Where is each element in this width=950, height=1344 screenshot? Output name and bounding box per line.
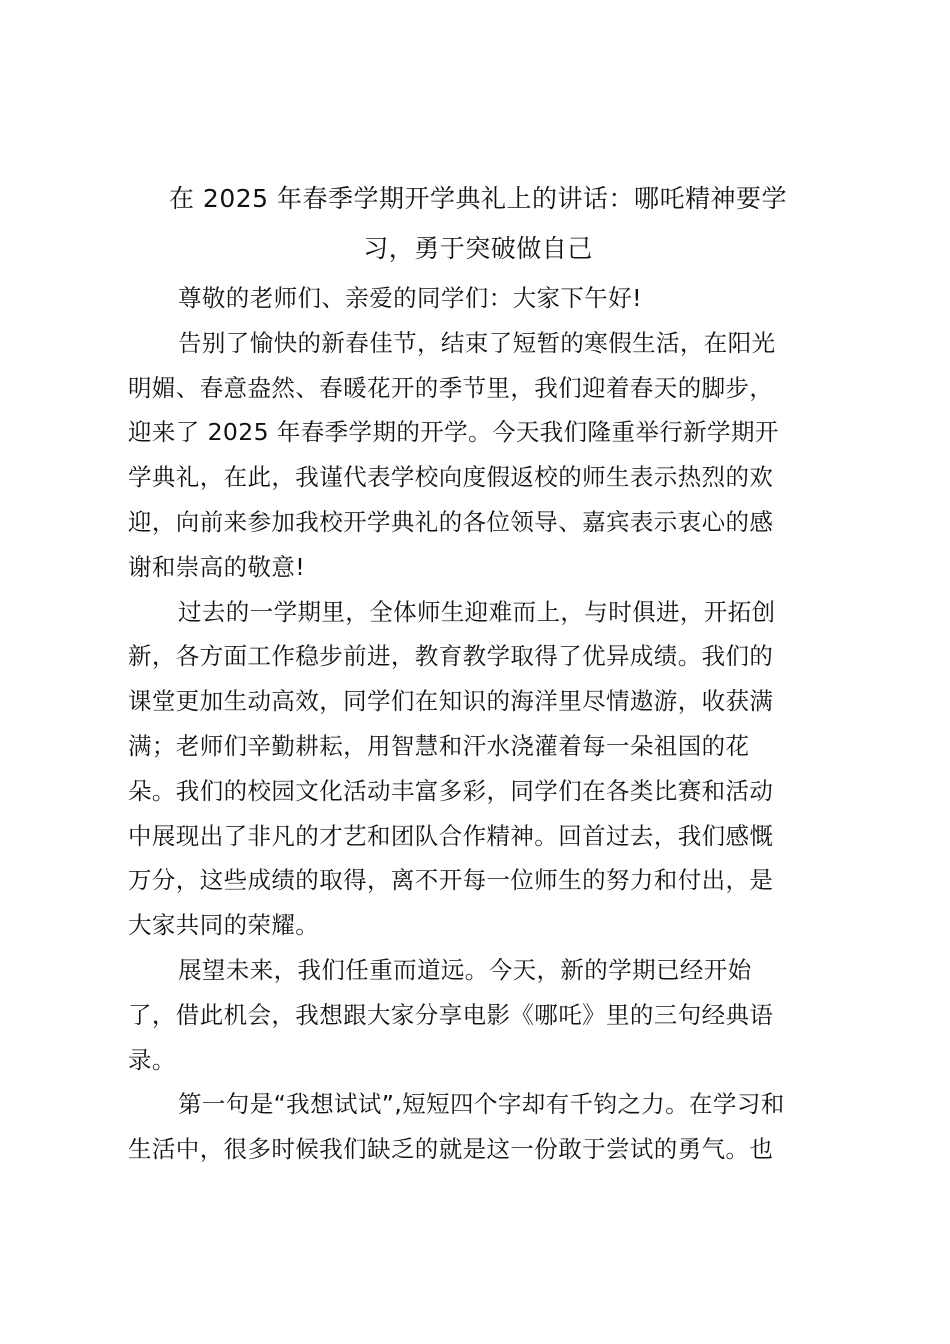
paragraph-line: 大家共同的荣耀。: [128, 911, 320, 940]
paragraph-line: 万分，这些成绩的取得，离不开每一位师生的努力和付出，是: [128, 866, 774, 895]
paragraph-line: 第一句是“我想试试”,短短四个字却有千钧之力。在学习和: [178, 1090, 785, 1119]
paragraph-review: [128, 590, 826, 948]
paragraph-line: 朵。我们的校园文化活动丰富多彩，同学们在各类比赛和活动: [128, 776, 774, 805]
paragraph-outlook: [128, 948, 826, 1082]
title-line-2: 习，勇于突破做自己: [363, 234, 593, 263]
paragraph-line: 录。: [128, 1045, 176, 1074]
paragraph-line: 谢和崇高的敬意!: [128, 552, 306, 581]
paragraph-line: 尊敬的老师们、亲爱的同学们：大家下午好!: [178, 284, 642, 312]
paragraph-line: 迎来了 2025 年春季学期的开学。今天我们隆重举行新学期开: [128, 418, 779, 447]
paragraph-line: 明媚、春意盎然、春暖花开的季节里，我们迎着春天的脚步，: [128, 373, 774, 402]
paragraph-line: 展望未来，我们任重而道远。今天，新的学期已经开始: [178, 955, 752, 984]
paragraph-line: 满；老师们辛勤耕耘，用智慧和汗水浇灌着每一朵祖国的花: [128, 731, 750, 760]
paragraph-line: 过去的一学期里，全体师生迎难而上，与时俱进，开拓创: [178, 597, 776, 626]
paragraph-line: 迎，向前来参加我校开学典礼的各位领导、嘉宾表示衷心的感: [128, 507, 774, 536]
document-title: [128, 174, 828, 274]
paragraph-line: 告别了愉快的新春佳节，结束了短暂的寒假生活，在阳光: [178, 328, 776, 357]
paragraph-line: 生活中，很多时候我们缺乏的就是这一份敢于尝试的勇气。也: [128, 1135, 774, 1164]
paragraph-greeting: [128, 276, 826, 321]
paragraph-line: 了，借此机会，我想跟大家分享电影《哪吒》里的三句经典语: [128, 1000, 774, 1029]
paragraph-line: 课堂更加生动高效，同学们在知识的海洋里尽情遨游，收获满: [128, 687, 774, 716]
title-line-1: 在 2025 年春季学期开学典礼上的讲话：哪吒精神要学: [168, 184, 788, 213]
paragraph-line: 学典礼，在此，我谨代表学校向度假返校的师生表示热烈的欢: [128, 463, 774, 492]
paragraph-line: 中展现出了非凡的才艺和团队合作精神。回首过去，我们感慨: [128, 821, 774, 850]
paragraph-quote-one: [128, 1082, 826, 1172]
paragraph-opening: [128, 321, 826, 590]
document-body: [128, 276, 826, 1172]
paragraph-line: 新，各方面工作稳步前进，教育教学取得了优异成绩。我们的: [128, 642, 774, 671]
